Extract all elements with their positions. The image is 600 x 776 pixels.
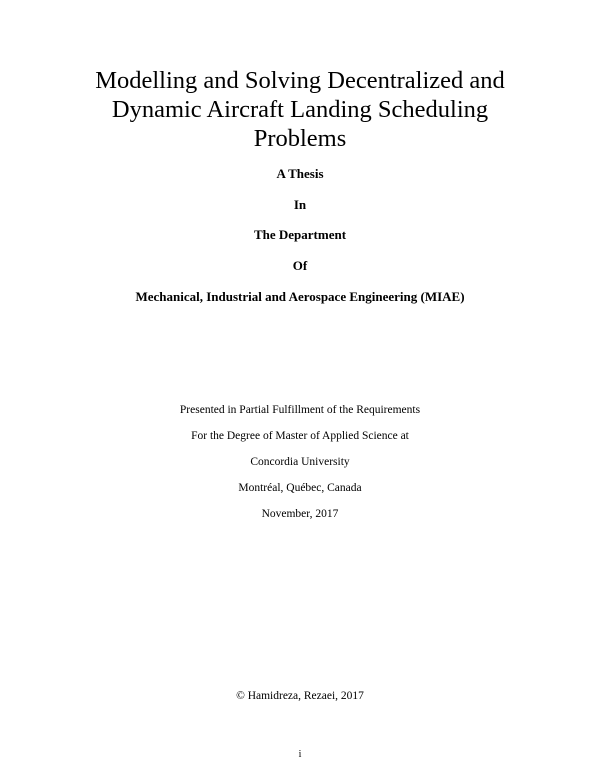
department-label: The Department [253,227,347,242]
presented-line: Presented in Partial Fulfillment of the Requirements [179,404,421,416]
location-line: Montréal, Québec, Canada [238,482,362,494]
date-line: November, 2017 [261,508,339,520]
university-line: Concordia University [250,456,350,468]
thesis-title [60,66,540,153]
thesis-title-line-2: Dynamic Aircraft Landing Scheduling [111,96,489,123]
thesis-title-line-3: Problems [253,125,347,152]
degree-line: For the Degree of Master of Applied Science at [191,430,409,442]
in-label: In [293,197,307,212]
department-name: Mechanical, Industrial and Aerospace Engineering (MIAE) [135,289,465,304]
of-label: Of [292,258,308,273]
copyright-line: © Hamidreza, Rezaei, 2017 [236,690,364,702]
thesis-title-line-1: Modelling and Solving Decentralized and [95,67,505,94]
a-thesis-label: A Thesis [276,166,324,181]
page-number: i [298,749,302,760]
